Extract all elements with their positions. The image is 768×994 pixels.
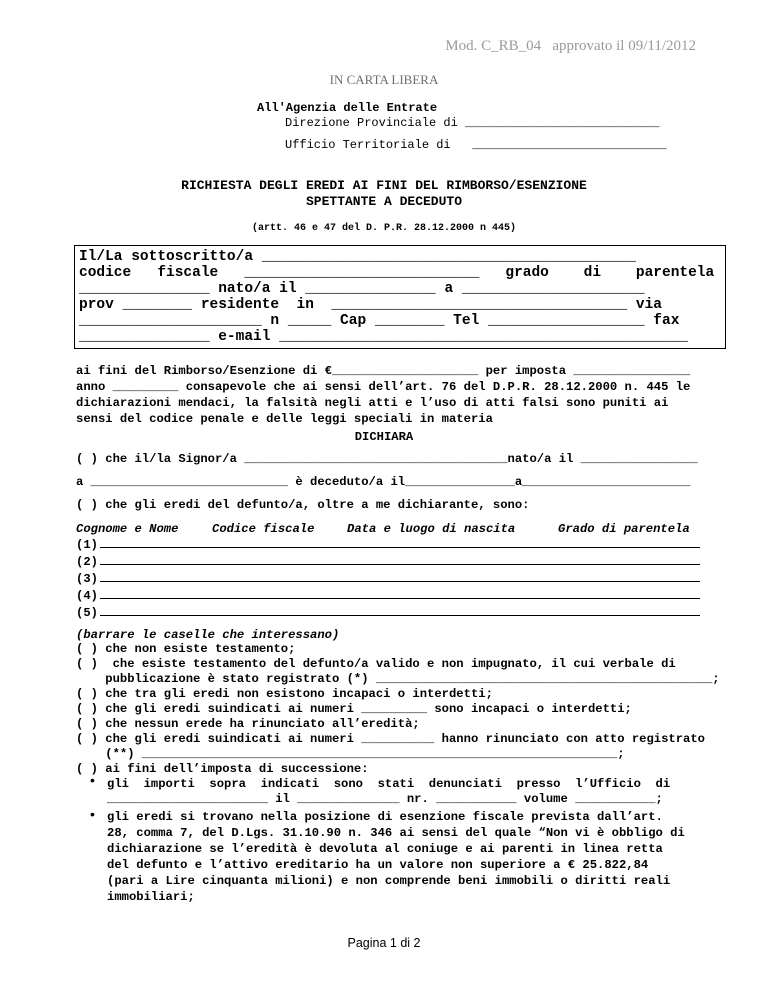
carta-libera-label: IN CARTA LIBERA	[329, 72, 439, 87]
heir-number: (2)	[76, 555, 98, 569]
box-line-6: _______________ e-mail _______________________________________________	[79, 329, 689, 345]
legal-reference: (artt. 46 e 47 del D. P.R. 28.12.2000 n 445)	[251, 223, 517, 234]
heir-blank-line	[100, 547, 700, 548]
bullet-icon: •	[90, 772, 95, 788]
heir-blank-line	[100, 598, 700, 599]
col-header-birth: Data e luogo di nascita	[347, 522, 516, 536]
page-number: Pagina 1 di 2	[347, 936, 421, 950]
box-line-1: Il/La sottoscritto/a ___________________________________________	[79, 249, 636, 265]
bullet-2-line-6: immobiliari;	[107, 890, 195, 904]
options-instruction: (barrare le caselle che interessano)	[76, 628, 340, 642]
heir-row	[76, 555, 700, 569]
box-line-3: _______________ nato/a il _______________ a _____________________	[79, 281, 645, 297]
heir-row	[76, 538, 700, 552]
heir-row	[76, 589, 700, 603]
decl-line-1: ( ) che il/la Signor/a ____________________________________nato/a il ________________	[76, 452, 698, 466]
col-header-name: Cognome e Nome	[76, 522, 179, 536]
heir-row	[76, 572, 700, 586]
option-no-will: ( ) che non esiste testamento;	[76, 642, 296, 656]
dichiara-heading: DICHIARA	[354, 430, 414, 444]
option-no-renounce: ( ) che nessun erede ha rinunciato all’eredità;	[76, 717, 420, 731]
heir-number: (3)	[76, 572, 98, 586]
box-line-2: codice fiscale ___________________________ grado di parentela	[79, 265, 715, 281]
decl-line-3: ( ) che gli eredi del defunto/a, oltre a me dichiarante, sono:	[76, 498, 530, 512]
heir-row	[76, 606, 700, 620]
bullet-1-line-2: ______________________ il ______________ nr. ___________ volume ___________;	[107, 792, 663, 806]
document-title-line-1: RICHIESTA DEGLI EREDI AI FINI DEL RIMBORSO/ESENZIONE	[181, 178, 587, 193]
option-no-incapable: ( ) che tra gli eredi non esistono incapaci o interdetti;	[76, 687, 493, 701]
intro-line-2: anno _________ consapevole che ai sensi dell’art. 76 del D.P.R. 28.12.2000 n. 445 le	[76, 380, 691, 394]
bullet-1-line-1: gli importi sopra indicati sono stati denunciati presso l’Ufficio di	[107, 777, 671, 791]
option-will-registered: pubblicazione è stato registrato (*) ______________________________________________;	[76, 672, 720, 686]
bullet-icon: •	[90, 806, 95, 822]
heir-number: (5)	[76, 606, 98, 620]
intro-line-4: sensi del codice penale e delle leggi speciali in materia	[76, 412, 493, 426]
document-title-line-2: SPETTANTE A DECEDUTO	[305, 194, 463, 209]
bullet-2-line-2: 28, comma 7, del D.Lgs. 31.10.90 n. 346 ai sensi del quale “Non vi è obbligo di	[107, 826, 685, 840]
heir-blank-line	[100, 564, 700, 565]
option-succession-tax: ( ) ai fini dell’imposta di successione:	[76, 762, 369, 776]
box-line-5: _____________________ n _____ Cap ________ Tel __________________ fax	[79, 313, 680, 329]
heir-number: (4)	[76, 589, 98, 603]
heir-blank-line	[100, 581, 700, 582]
decl-line-2: a ___________________________ è deceduto/a il_______________a_______________________	[76, 475, 691, 489]
option-renounced-registered: (**) _________________________________________________________________;	[76, 747, 625, 761]
heir-blank-line	[100, 615, 700, 616]
col-header-fiscal-code: Codice fiscale	[212, 522, 315, 536]
col-header-relation: Grado di parentela	[558, 522, 690, 536]
bullet-2-line-5: (pari a Lire cinquanta milioni) e non comprende beni immobili o diritti reali	[107, 874, 671, 888]
bullet-2-line-1: gli eredi si trovano nella posizione di esenzione fiscale prevista dall’art.	[107, 810, 663, 824]
form-model-header: Mod. C_RB_04 approvato il 09/11/2012	[445, 38, 696, 54]
declarant-info-box	[74, 245, 726, 349]
bullet-2-line-4: del defunto e l’attivo ereditario ha un valore non superiore a € 25.822,84	[107, 858, 649, 872]
bullet-2-line-3: dichiarazione se l’eredità è devoluta al coniuge e ai parenti in linea retta	[107, 842, 663, 856]
option-incapable: ( ) che gli eredi suindicati ai numeri _________ sono incapaci o interdetti;	[76, 702, 632, 716]
addressee-line-3: Ufficio Territoriale di ___________________________	[285, 138, 667, 152]
addressee-line-2: Direzione Provinciale di ___________________________	[285, 116, 660, 130]
heir-number: (1)	[76, 538, 98, 552]
option-renounced: ( ) che gli eredi suindicati ai numeri __________ hanno rinunciato con atto registrato	[76, 732, 705, 746]
intro-line-1: ai fini del Rimborso/Esenzione di €____________________ per imposta ________________	[76, 364, 691, 378]
addressee-line-1: All'Agenzia delle Entrate	[257, 101, 438, 115]
box-line-4: prov ________ residente in __________________________________ via	[79, 297, 662, 313]
option-will-exists: ( ) che esiste testamento del defunto/a valido e non impugnato, il cui verbale di	[76, 657, 676, 671]
intro-line-3: dichiarazioni mendaci, la falsità negli atti e l’uso di atti falsi sono puniti ai	[76, 396, 669, 410]
